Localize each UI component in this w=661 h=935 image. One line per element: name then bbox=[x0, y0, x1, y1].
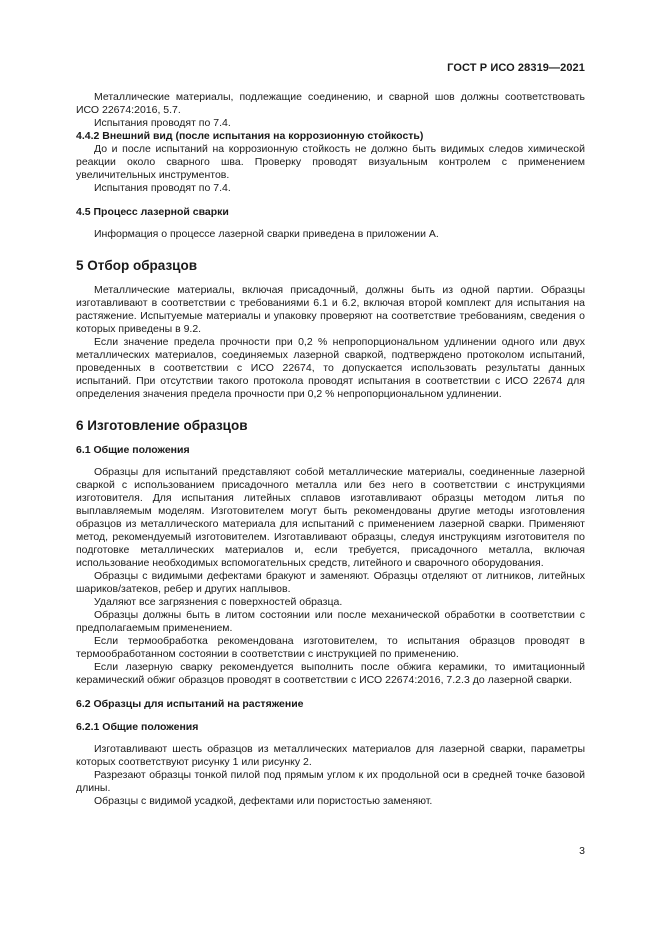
paragraph: Изготавливают шесть образцов из металлических материалов для лазерной сварки, параметры которых соответствуют рисунку 1 или рисунку 2. bbox=[76, 743, 585, 768]
document-header: ГОСТ Р ИСО 28319—2021 bbox=[447, 62, 585, 74]
section-heading-4-4-2: 4.4.2 Внешний вид (после испытания на коррозионную стойкость) bbox=[76, 130, 424, 142]
paragraph: Если значение предела прочности при 0,2 % непропорциональном удлинении одного или двух металлических материалов, соединяемых лазерной сваркой, подтверждено протоколом испытаний, проведенных в соответствии с ИСО 22674, то допускается использовать результаты данных испытаний. При отсутствии такого протокола проводят испытания в соответствии с ИСО 22674 для определения значения предела прочности при 0,2 % непропорциональном удлинении. bbox=[76, 336, 585, 400]
section-heading-4-5: 4.5 Процесс лазерной сварки bbox=[76, 206, 229, 218]
section-heading-6-1: 6.1 Общие положения bbox=[76, 444, 190, 456]
paragraph: Испытания проводят по 7.4. bbox=[94, 182, 231, 194]
section-heading-5: 5 Отбор образцов bbox=[76, 258, 198, 273]
paragraph: Образцы с видимой усадкой, дефектами или пористостью заменяют. bbox=[94, 795, 433, 807]
paragraph: Если термообработка рекомендована изготовителем, то испытания образцов проводят в термообработанном состоянии в соответствии с инструкцией по применению. bbox=[76, 635, 585, 660]
paragraph: Разрезают образцы тонкой пилой под прямым углом к их продольной оси в средней точке базовой длины. bbox=[76, 769, 585, 794]
section-heading-6-2-1: 6.2.1 Общие положения bbox=[76, 721, 199, 733]
paragraph: Металлические материалы, включая присадочный, должны быть из одной партии. Образцы изготавливают в соответствии с требованиями 6.1 и 6.2, включая второй комплект для испытания на растяжение. Испытуемые материалы и упаковку проверяют на соответствие требованиям, сведения о которых приведены в 9.2. bbox=[76, 284, 585, 335]
paragraph: Образцы должны быть в литом состоянии или после механической обработки в соответствии с предполагаемым применением. bbox=[76, 609, 585, 634]
paragraph: Образцы для испытаний представляют собой металлические материалы, соединенные лазерной сваркой с использованием присадочного металла или без него в соответствии с инструкциями изготовителя. Для испытания литейных сплавов изготавливают образцы методом литья по выплавляемым моделям. Изготовителем могут быть рекомендованы другие методы изготовления образцов из металлического материала для испытаний с применением лазерной сварки. Применяют метод, рекомендуемый изготовителем. Изготавливают образцы, следуя инструкциям изготовителя по подготовке металлических материалов и, если требуется, присадочного металла, включая использование необходимых вспомогательных средств, литейного и сварочного оборудования. bbox=[76, 466, 585, 569]
section-heading-6: 6 Изготовление образцов bbox=[76, 418, 248, 433]
paragraph: Информация о процессе лазерной сварки приведена в приложении А. bbox=[94, 228, 439, 240]
paragraph: Испытания проводят по 7.4. bbox=[94, 117, 231, 129]
paragraph: Если лазерную сварку рекомендуется выполнить после обжига керамики, то имитационный керамический обжиг образцов проводят в соответствии с ИСО 22674:2016, 7.2.3 до лазерной сварки. bbox=[76, 661, 585, 686]
paragraph: Удаляют все загрязнения с поверхностей образца. bbox=[94, 596, 343, 608]
paragraph: Металлические материалы, подлежащие соединению, и сварной шов должны соответствовать ИСО 22674:2016, 5.7. bbox=[76, 91, 585, 116]
page-number: 3 bbox=[579, 845, 585, 857]
section-heading-6-2: 6.2 Образцы для испытаний на растяжение bbox=[76, 698, 304, 710]
paragraph: Образцы с видимыми дефектами бракуют и заменяют. Образцы отделяют от литников, литейных шариков/затеков, ребер и других наплывов. bbox=[76, 570, 585, 595]
document-body bbox=[76, 91, 585, 808]
paragraph: До и после испытаний на коррозионную стойкость не должно быть видимых следов химической реакции около сварного шва. Проверку проводят визуальным контролем с применением увеличительных инструментов. bbox=[76, 143, 585, 181]
